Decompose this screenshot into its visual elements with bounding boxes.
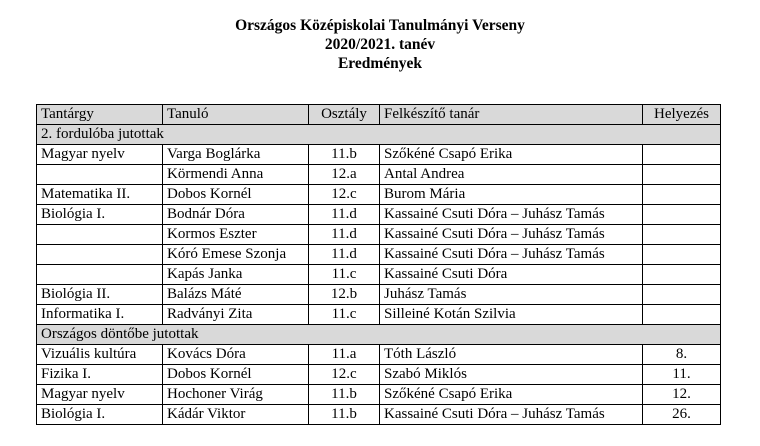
cell-place: 12. (643, 385, 721, 405)
column-header-teacher: Felkészítő tanár (380, 105, 643, 125)
cell-place (643, 185, 721, 205)
cell-student: Kormos Eszter (163, 225, 309, 245)
cell-place: 26. (643, 405, 721, 425)
table-row (37, 345, 721, 365)
cell-student: Hochoner Virág (163, 385, 309, 405)
cell-class: 11.a (309, 345, 380, 365)
cell-teacher: Silleiné Kotán Szilvia (380, 305, 643, 325)
cell-place (643, 305, 721, 325)
cell-subject: Magyar nyelv (37, 145, 163, 165)
cell-teacher: Kassainé Csuti Dóra – Juhász Tamás (380, 225, 643, 245)
cell-teacher: Antal Andrea (380, 165, 643, 185)
cell-teacher: Kassainé Csuti Dóra – Juhász Tamás (380, 245, 643, 265)
title-line-2: 2020/2021. tanév (324, 36, 436, 53)
cell-teacher: Szőkéné Csapó Erika (380, 385, 643, 405)
cell-class: 11.d (309, 245, 380, 265)
cell-student: Varga Boglárka (163, 145, 309, 165)
cell-student: Dobos Kornél (163, 365, 309, 385)
cell-student: Kádár Viktor (163, 405, 309, 425)
cell-teacher: Szabó Miklós (380, 365, 643, 385)
cell-subject (37, 225, 163, 245)
table-row (37, 265, 721, 285)
cell-subject: Biológia I. (37, 405, 163, 425)
cell-teacher: Kassainé Csuti Dóra – Juhász Tamás (380, 405, 643, 425)
cell-subject: Biológia II. (37, 285, 163, 305)
table-row (37, 165, 721, 185)
cell-teacher: Burom Mária (380, 185, 643, 205)
cell-student: Bodnár Dóra (163, 205, 309, 225)
cell-place (643, 285, 721, 305)
section-header-row (37, 125, 721, 145)
cell-class: 12.b (309, 285, 380, 305)
cell-student: Balázs Máté (163, 285, 309, 305)
cell-class: 11.d (309, 225, 380, 245)
cell-class: 11.b (309, 405, 380, 425)
cell-place: 8. (643, 345, 721, 365)
section-title: 2. fordulóba jutottak (37, 125, 721, 145)
cell-class: 12.c (309, 365, 380, 385)
column-header-class: Osztály (309, 105, 380, 125)
cell-student: Körmendi Anna (163, 165, 309, 185)
cell-subject (37, 265, 163, 285)
cell-place (643, 245, 721, 265)
results-table (36, 104, 721, 425)
table-row (37, 245, 721, 265)
table-row (37, 305, 721, 325)
cell-class: 12.a (309, 165, 380, 185)
cell-place: 11. (643, 365, 721, 385)
cell-subject: Fizika I. (37, 365, 163, 385)
cell-place (643, 205, 721, 225)
column-header-place: Helyezés (643, 105, 721, 125)
cell-teacher: Juhász Tamás (380, 285, 643, 305)
document-title (0, 16, 760, 73)
table-body (37, 125, 721, 425)
cell-teacher: Kassainé Csuti Dóra (380, 265, 643, 285)
cell-class: 11.b (309, 145, 380, 165)
cell-student: Kovács Dóra (163, 345, 309, 365)
table-row (37, 225, 721, 245)
cell-subject (37, 165, 163, 185)
column-header-subject: Tantárgy (37, 105, 163, 125)
cell-subject: Matematika II. (37, 185, 163, 205)
cell-class: 11.c (309, 265, 380, 285)
table-row (37, 385, 721, 405)
cell-student: Radványi Zita (163, 305, 309, 325)
table-row (37, 205, 721, 225)
cell-place (643, 225, 721, 245)
section-header-row (37, 325, 721, 345)
table-row (37, 365, 721, 385)
cell-teacher: Szőkéné Csapó Erika (380, 145, 643, 165)
cell-subject: Informatika I. (37, 305, 163, 325)
cell-class: 11.d (309, 205, 380, 225)
table-row (37, 145, 721, 165)
cell-subject: Biológia I. (37, 205, 163, 225)
table-row (37, 405, 721, 425)
cell-subject (37, 245, 163, 265)
cell-student: Kapás Janka (163, 265, 309, 285)
cell-teacher: Kassainé Csuti Dóra – Juhász Tamás (380, 205, 643, 225)
cell-class: 11.c (309, 305, 380, 325)
cell-class: 11.b (309, 385, 380, 405)
title-line-3: Eredmények (337, 55, 423, 72)
cell-student: Dobos Kornél (163, 185, 309, 205)
table-row (37, 285, 721, 305)
column-header-student: Tanuló (163, 105, 309, 125)
cell-subject: Magyar nyelv (37, 385, 163, 405)
cell-place (643, 265, 721, 285)
title-line-1: Országos Középiskolai Tanulmányi Verseny (235, 17, 525, 34)
section-title: Országos döntőbe jutottak (37, 325, 721, 345)
cell-place (643, 145, 721, 165)
table-row (37, 185, 721, 205)
cell-place (643, 165, 721, 185)
cell-student: Kóró Emese Szonja (163, 245, 309, 265)
cell-teacher: Tóth László (380, 345, 643, 365)
header-row (37, 105, 721, 125)
cell-class: 12.c (309, 185, 380, 205)
cell-subject: Vizuális kultúra (37, 345, 163, 365)
